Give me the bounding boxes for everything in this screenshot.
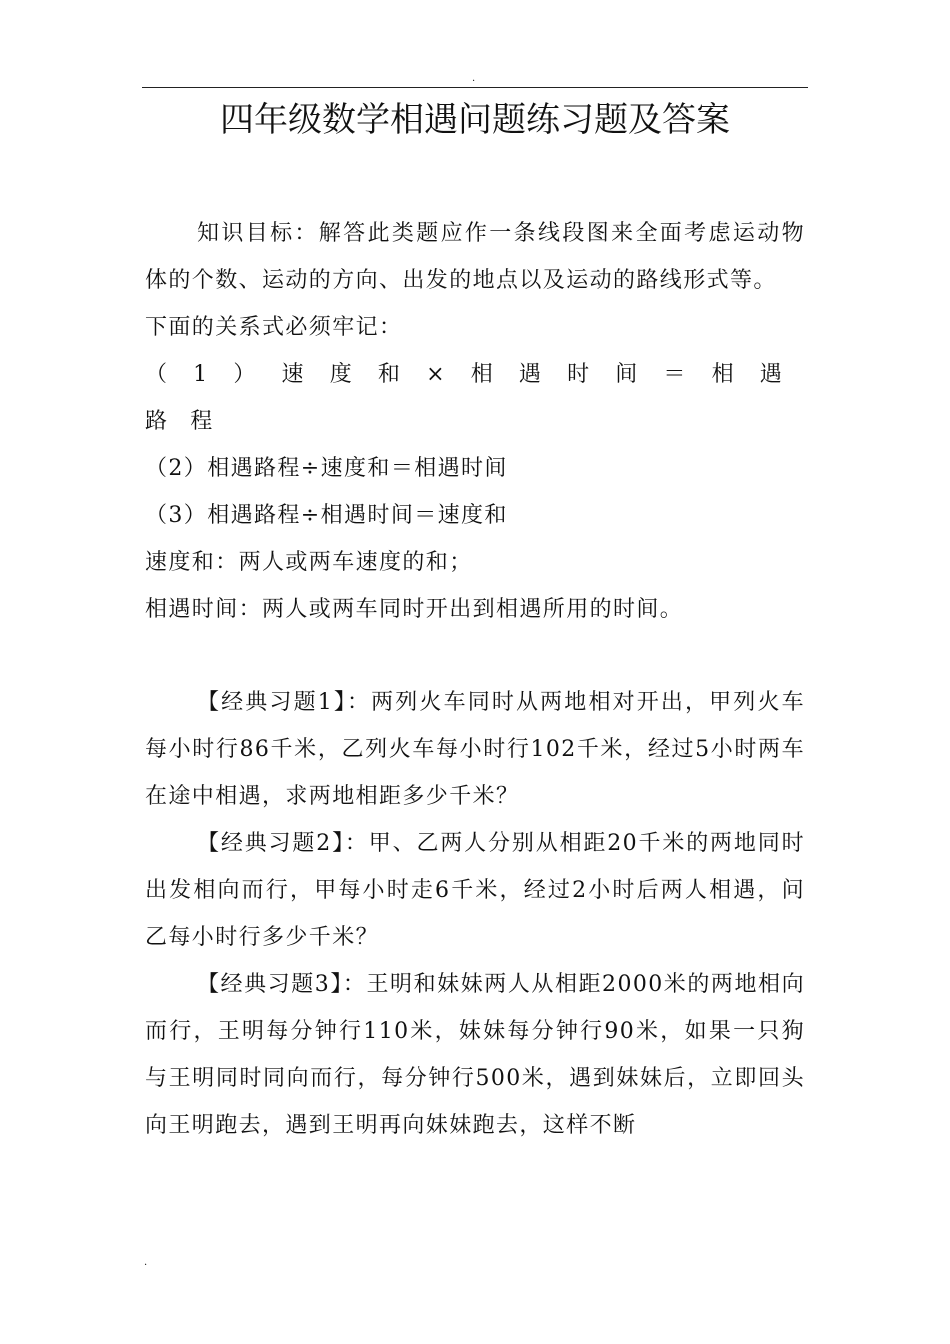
relations-lead: 下面的关系式必须牢记： (145, 315, 403, 340)
formula-3: （3）相遇路程÷相遇时间＝速度和 (145, 503, 508, 528)
problem-3: 【经典习题3】：王明和妹妹两人从相距2000米的两地相向而行，王明每分钟行110米，妹妹每分钟行90米，如果一只狗与王明同时同向而行，每分钟行500米，遇到妹妹后，立即回头向王明跑去，遇到王明再向妹妹跑去，这样不断 (145, 972, 805, 1138)
footer-mark: . (144, 1257, 148, 1268)
definition-meeting-time: 相遇时间：两人或两车同时开出到相遇所用的时间。 (145, 597, 684, 622)
paragraph-gap (145, 633, 805, 679)
formula-2: （2）相遇路程÷速度和＝相遇时间 (145, 456, 508, 481)
knowledge-goal-paragraph: 知识目标：解答此类题应作一条线段图来全面考虑运动物体的个数、运动的方向、出发的地点以及运动的路线形式等。 (145, 221, 805, 293)
header-mark: . (472, 73, 476, 84)
formula-1: （1）速度和×相遇时间＝相遇路程 (145, 362, 805, 434)
problem-1: 【经典习题1】：两列火车同时从两地相对开出，甲列火车每小时行86千米，乙列火车每小时行102千米，经过5小时两车在途中相遇，求两地相距多少千米？ (145, 690, 805, 809)
page-title: 四年级数学相遇问题练习题及答案 (220, 100, 730, 140)
header-rule (142, 87, 808, 88)
definition-speed-sum: 速度和：两人或两车速度的和； (145, 550, 473, 575)
document-body (145, 210, 805, 1149)
problem-2: 【经典习题2】：甲、乙两人分别从相距20千米的两地同时出发相向而行，甲每小时走6千米，经过2小时后两人相遇，问乙每小时行多少千米？ (145, 831, 805, 950)
